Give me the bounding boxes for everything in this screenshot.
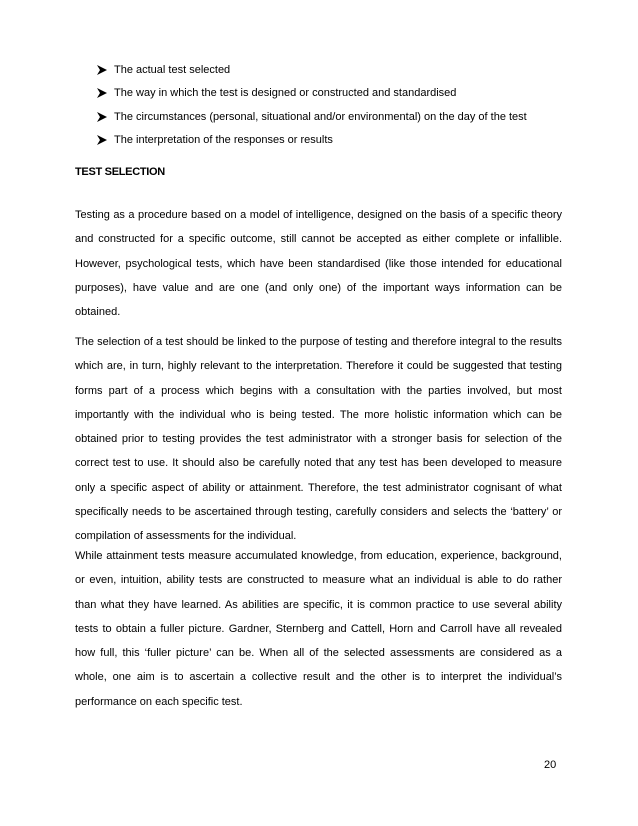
bullet-text: The interpretation of the responses or results	[114, 134, 333, 147]
bullet-list	[96, 58, 576, 152]
bullet-item	[96, 58, 576, 82]
bullet-item	[96, 82, 576, 106]
page-number: 20	[544, 759, 557, 771]
bullet-text: The circumstances (personal, situational and/or environmental) on the day of the test	[114, 110, 527, 123]
paragraph: While attainment tests measure accumulated knowledge, from education, experience, background, or even, intuition, ability tests are constructed to measure what an individual is able to do rather than what they have learned. As abilities are specific, it is common practice to use several ability tests to obtain a fuller picture. Gardner, Sternberg and Cattell, Horn and Carroll have all revealed how full, this ‘fuller picture’ can be. When all of the selected assessments are considered as a whole, one aim is to ascertain a collective result and the other is to interpret the individual’s performance on each specific test.	[75, 550, 562, 708]
bullet-item	[96, 129, 576, 153]
arrow-bullet-icon	[96, 135, 108, 145]
bullet-text: The way in which the test is designed or constructed and standardised	[114, 87, 457, 100]
section-heading: TEST SELECTION	[75, 166, 165, 178]
arrow-bullet-icon	[96, 65, 108, 75]
paragraph: The selection of a test should be linked to the purpose of testing and therefore integral to the results which are, in turn, highly relevant to the interpretation. Therefore it could be suggested that testing forms part of a process which begins with a consultation with the parties involved, but most importantly with the individual who is being tested. The more holistic information which can be obtained prior to testing provides the test administrator with a stronger basis for selection of the correct test to use. It should also be carefully noted that any test has been developed to measure only a specific aspect of ability or attainment. Therefore, the test administrator cognisant of what specifically needs to be ascertained through testing, carefully considers and selects the ‘battery’ or compilation of assessments for the individual.	[75, 336, 562, 543]
arrow-bullet-icon	[96, 112, 108, 122]
bullet-item	[96, 105, 576, 129]
paragraph: Testing as a procedure based on a model of intelligence, designed on the basis of a specific theory and constructed for a specific outcome, still cannot be accepted as either complete or infallible. However, psychological tests, which have been standardised (like those intended for educational purposes), have value and are one (and only one) of the important ways information can be obtained.	[75, 209, 562, 319]
bullet-text: The actual test selected	[114, 63, 231, 76]
arrow-bullet-icon	[96, 88, 108, 98]
